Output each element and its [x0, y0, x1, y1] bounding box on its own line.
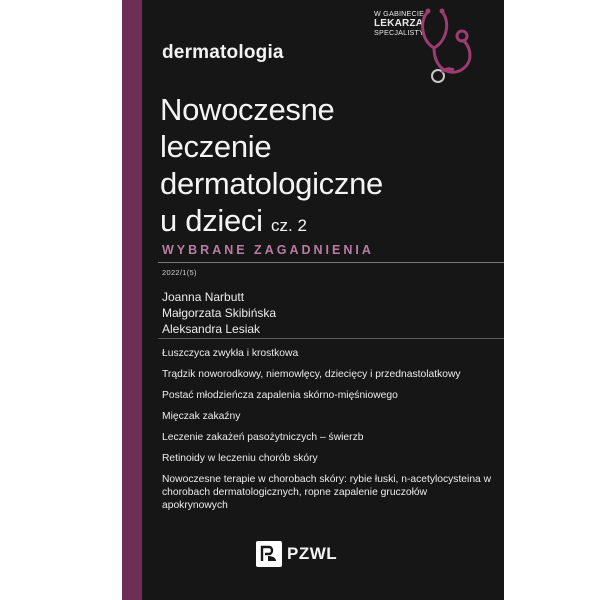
title-line-1: Nowoczesne — [160, 92, 335, 127]
book-subtitle: WYBRANE ZAGADNIENIA — [162, 243, 374, 257]
topic-item: Mięczak zakaźny — [162, 411, 241, 422]
badge-line-2: LEKARZA — [374, 18, 424, 29]
book-cover — [122, 0, 504, 600]
topic-item: Nowoczesne terapie w chorobach skóry: rybie łuski, n-acetylocysteina w chorobach dermatologicznych, ropne zapalenie gruczołów apokrynowych — [162, 474, 492, 511]
title-line-3: dermatologiczne — [160, 166, 383, 201]
topic-item: Łuszczyca zwykła i krostkowa — [162, 348, 299, 359]
series-label: dermatologia — [162, 42, 284, 63]
publisher-block — [256, 540, 337, 568]
author-list — [162, 289, 276, 337]
topic-item: Leczenie zakażeń pasożytniczych – świerzb — [162, 432, 364, 443]
publisher-name: PZWL — [287, 544, 338, 563]
title-line-2: leczenie — [160, 129, 272, 164]
title-line-4-text: u dzieci — [160, 203, 263, 238]
author: Aleksandra Lesiak — [162, 322, 261, 336]
author: Małgorzata Skibińska — [162, 306, 277, 320]
book-title — [160, 91, 500, 244]
topic-item: Trądzik noworodkowy, niemowlęcy, dziecięcy i przednastolatkowy — [162, 369, 461, 380]
title-line-4 — [160, 202, 500, 244]
topic-item: Postać młodzieńcza zapalenia skórno-mięśniowego — [162, 390, 398, 401]
cover-spine-stripe — [122, 0, 142, 600]
divider — [158, 338, 504, 339]
badge-line-3: SPECJALISTY — [374, 28, 425, 37]
publisher-logo-icon — [256, 541, 282, 567]
topic-item: Retinoidy w leczeniu chorób skóry — [162, 453, 318, 464]
stethoscope-icon — [412, 6, 482, 90]
badge-line-1: W GABINECIE — [374, 9, 425, 18]
author: Joanna Narbutt — [162, 290, 245, 304]
publisher-logo-glyph — [259, 544, 279, 564]
title-part-number: cz. 2 — [271, 216, 307, 235]
topic-list — [162, 347, 492, 520]
divider — [158, 262, 504, 263]
issue-number: 2022/1(5) — [162, 268, 197, 277]
